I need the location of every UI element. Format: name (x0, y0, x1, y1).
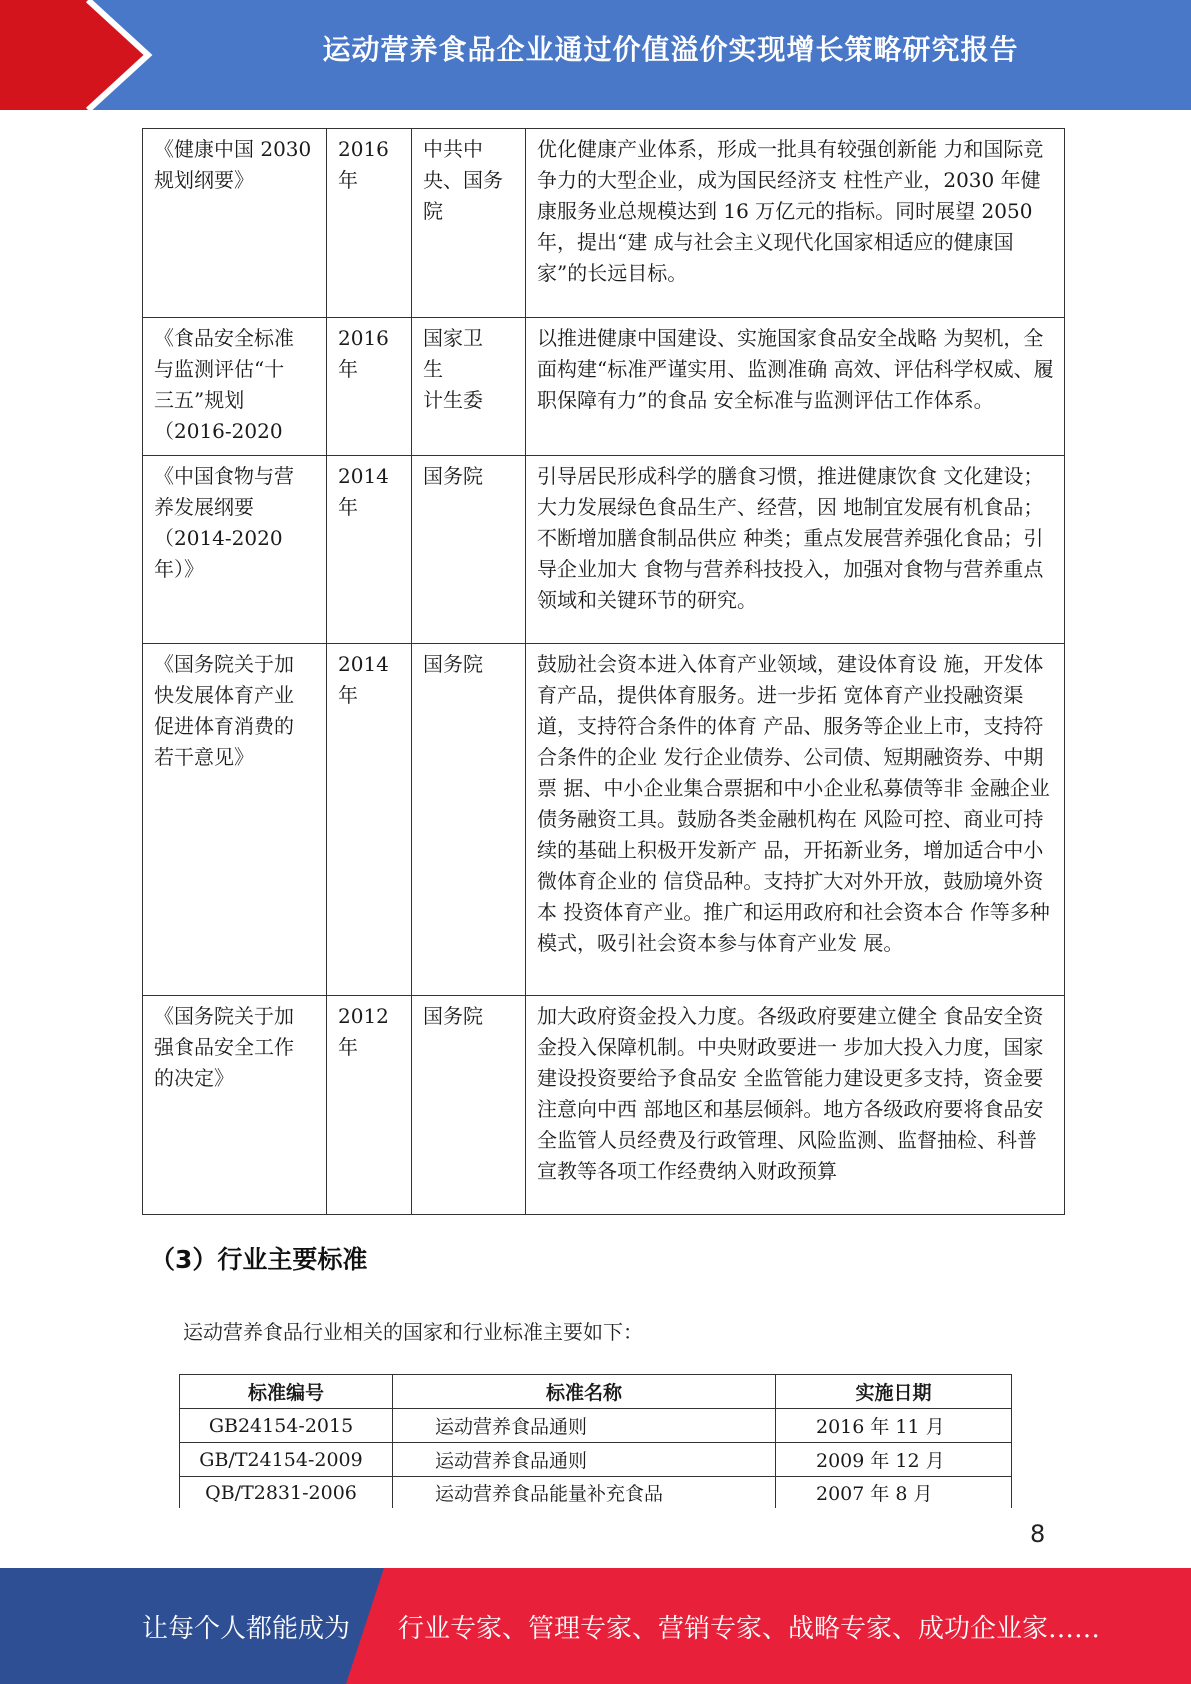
standard-code-cell: GB/T24154-2009 (180, 1443, 393, 1477)
standard-code-cell: QB/T2831-2006 (180, 1477, 393, 1509)
standard-name-cell: 运动营养食品能量补充食品 (393, 1477, 776, 1509)
page-footer (0, 1568, 1191, 1684)
policy-table (142, 128, 1065, 1215)
red-arrow-shape (0, 0, 148, 110)
report-title: 运动营养食品企业通过价值溢价实现增长策略研究报告 (322, 33, 1019, 66)
standard-date-cell: 2016 年 11 月 (776, 1409, 1012, 1443)
policy-content-cell: 以推进健康中国建设、实施国家食品安全战略 为契机，全面构建“标准严谨实用、监测准确 高效、评估科学权威、履职保障有力”的食品 安全标准与监测评估工作体系。 (526, 318, 1065, 456)
policy-content-cell: 优化健康产业体系，形成一批具有较强创新能 力和国际竞争力的大型企业，成为国民经济支 柱性产业，2030 年健康服务业总规模达到 16 万亿元的指标。同时展望 2050 年，提出“建 成与社会主义现代化国家相适应的健康国 家”的长远目标。 (526, 129, 1065, 318)
standard-date-cell: 2007 年 8 月 (776, 1477, 1012, 1509)
footer-slogan-right: 行业专家、管理专家、营销专家、战略专家、成功企业家…… (398, 1614, 1101, 1644)
footer-slogan-left: 让每个人都能成为 (142, 1614, 351, 1644)
table-row (180, 1443, 1012, 1477)
page-number: 8 (1030, 1520, 1046, 1548)
section-heading: （3）行业主要标准 (150, 1245, 368, 1274)
table-row (180, 1477, 1012, 1509)
policy-name-cell: 《食品安全标准 与监测评估“十 三五”规划 （2016-2020 (143, 318, 327, 456)
standard-code-cell: GB24154-2015 (180, 1409, 393, 1443)
policy-content-cell: 引导居民形成科学的膳食习惯，推进健康饮食 文化建设；大力发展绿色食品生产、经营，因 地制宜发展有机食品；不断增加膳食制品供应 种类；重点发展营养强化食品；引导企业加大 食物与营养科技投入，加强对食物与营养重点 领域和关键环节的研究。 (526, 456, 1065, 644)
table-header-row (180, 1375, 1012, 1409)
policy-year-cell: 2014 年 (327, 456, 412, 644)
header-effective-date: 实施日期 (776, 1375, 1012, 1409)
table-row (143, 318, 1065, 456)
policy-content-cell: 鼓励社会资本进入体育产业领域，建设体育设 施，开发体育产品，提供体育服务。进一步拓 宽体育产业投融资渠道，支持符合条件的体育 产品、服务等企业上市，支持符合条件的企业 发行企业债券、公司债、短期融资券、中期票 据、中小企业集合票据和中小企业私募债等非 金融企业债务融资工具。鼓励各类金融机构在 风险可控、商业可持续的基础上积极开发新产 品，开拓新业务，增加适合中小微体育企业的 信贷品种。支持扩大对外开放，鼓励境外资本 投资体育产业。推广和运用政府和社会资本合 作等多种模式，吸引社会资本参与体育产业发 展。 (526, 644, 1065, 996)
standard-name-cell: 运动营养食品通则 (393, 1443, 776, 1477)
policy-year-cell: 2016 年 (327, 129, 412, 318)
section-intro: 运动营养食品行业相关的国家和行业标准主要如下： (183, 1320, 643, 1344)
standards-table (179, 1374, 1012, 1508)
policy-name-cell: 《国务院关于加 快发展体育产业 促进体育消费的 若干意见》 (143, 644, 327, 996)
table-row (143, 644, 1065, 996)
policy-name-cell: 《健康中国 2030 规划纲要》 (143, 129, 327, 318)
policy-issuer-cell: 国务院 (412, 996, 526, 1215)
policy-issuer-cell: 国务院 (412, 644, 526, 996)
policy-year-cell: 2014 年 (327, 644, 412, 996)
policy-year-cell: 2016 年 (327, 318, 412, 456)
header-standard-name: 标准名称 (393, 1375, 776, 1409)
table-row (143, 129, 1065, 318)
header-standard-code: 标准编号 (180, 1375, 393, 1409)
policy-name-cell: 《国务院关于加 强食品安全工作 的决定》 (143, 996, 327, 1215)
policy-issuer-cell: 中共中 央、国务 院 (412, 129, 526, 318)
table-row (143, 456, 1065, 644)
standard-date-cell: 2009 年 12 月 (776, 1443, 1012, 1477)
table-row (143, 996, 1065, 1215)
policy-year-cell: 2012 年 (327, 996, 412, 1215)
table-row (180, 1409, 1012, 1443)
policy-issuer-cell: 国家卫 生 计生委 (412, 318, 526, 456)
policy-name-cell: 《中国食物与营 养发展纲要 （2014-2020 年）》 (143, 456, 327, 644)
page-header (0, 0, 1191, 110)
policy-content-cell: 加大政府资金投入力度。各级政府要建立健全 食品安全资金投入保障机制。中央财政要进一 步加大投入力度，国家建设投资要给予食品安 全监管能力建设更多支持，资金要注意向中西 部地区和基层倾斜。地方各级政府要将食品安 全监管人员经费及行政管理、风险监测、监督抽检、科普宣教等各项工作经费纳入财政预算 (526, 996, 1065, 1215)
policy-issuer-cell: 国务院 (412, 456, 526, 644)
standard-name-cell: 运动营养食品通则 (393, 1409, 776, 1443)
